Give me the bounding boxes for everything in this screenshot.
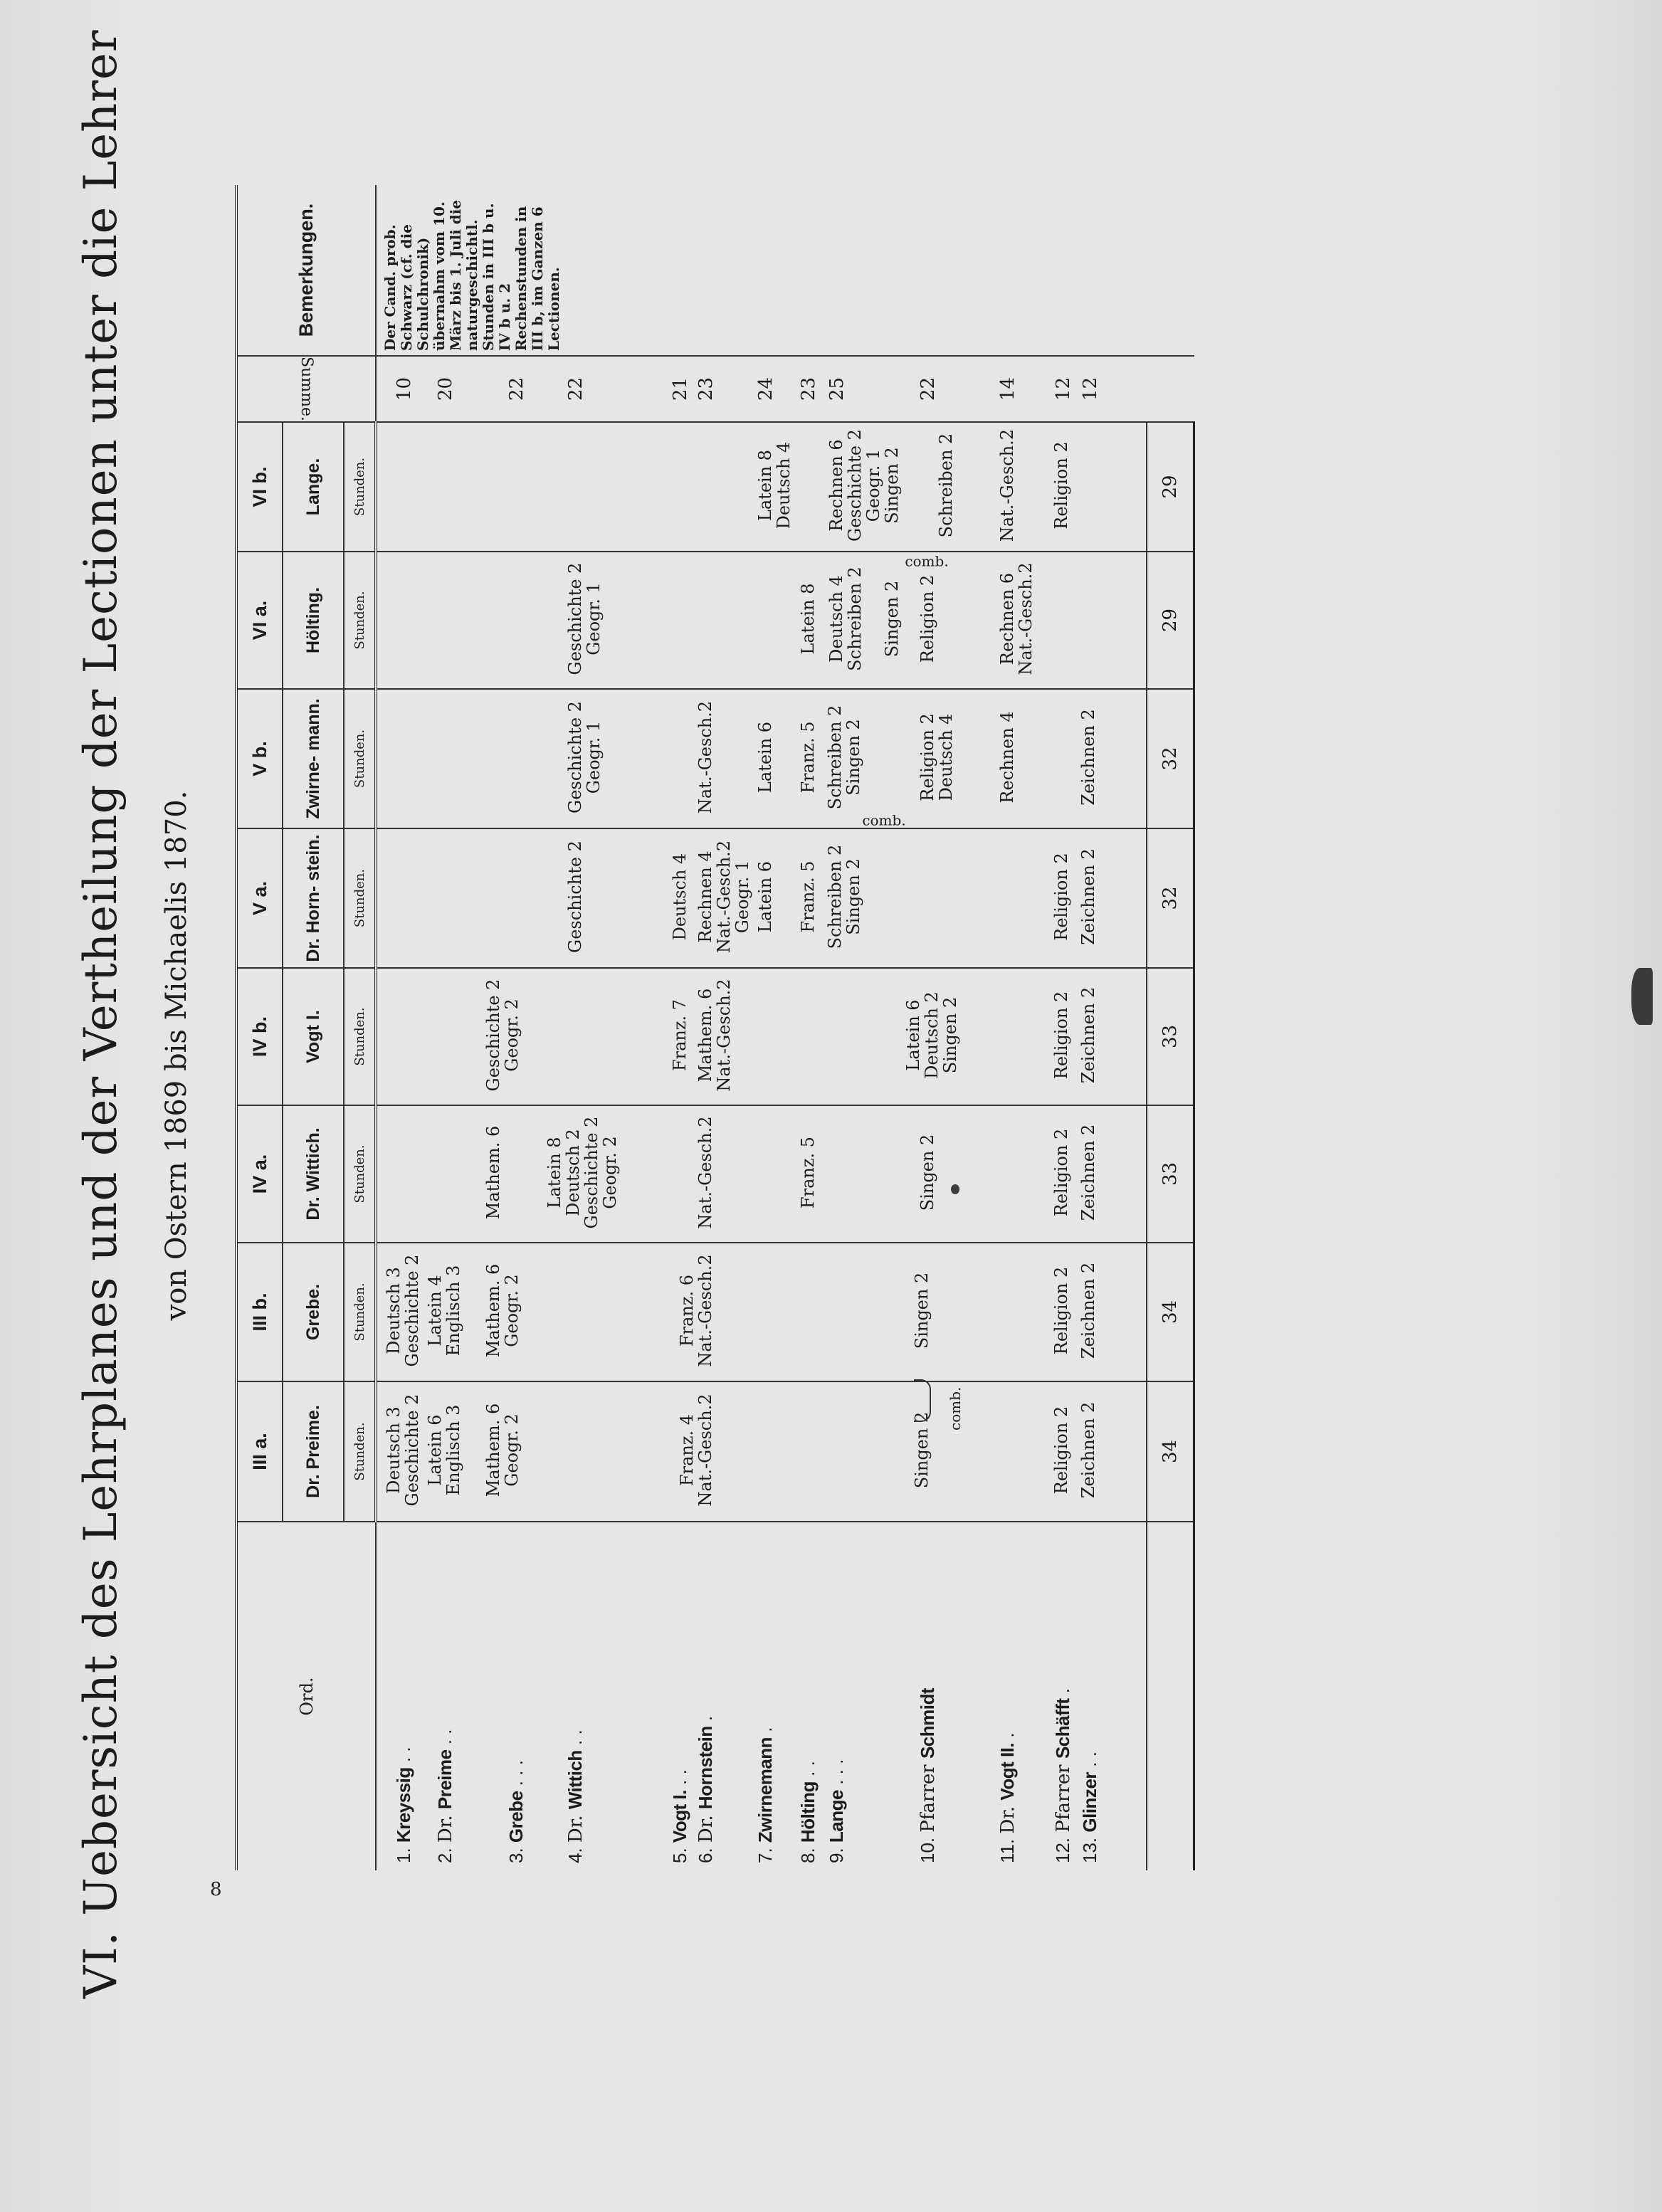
lesson-entry: Franz. 7	[670, 999, 690, 1072]
lesson-entry: Schreiben 2	[825, 705, 845, 810]
lesson-entry: Zeichnen 2	[1078, 1262, 1098, 1359]
lesson-entry: Nat.-Gesch.2	[1016, 562, 1036, 675]
teacher-name: Schmidt	[917, 1687, 938, 1759]
teacher-prefix: Dr.	[435, 1809, 456, 1843]
lesson-entry: Geogr. 1	[732, 860, 752, 934]
lesson-entry: Geogr. 2	[502, 999, 522, 1072]
class-sum: 29	[1147, 552, 1194, 689]
teacher-num: 2.	[434, 1848, 456, 1863]
teacher-sum: 24	[755, 376, 777, 401]
lesson-entry: Latein 4	[425, 1275, 445, 1347]
teacher-name: Zwirnemann	[754, 1737, 776, 1843]
sum-row-blank	[1147, 356, 1194, 422]
lesson-entry: Franz. 5	[798, 1136, 818, 1209]
teacher-name: Vogt I.	[669, 1790, 690, 1843]
teacher-row	[565, 1527, 586, 1863]
comb-label: comb.	[862, 811, 906, 829]
lesson-entry: Latein 6	[755, 721, 775, 794]
lesson-entry: Schreiben 2	[845, 567, 865, 671]
lesson-entry: Latein 8	[798, 583, 818, 655]
lesson-entry: Latein 8	[755, 449, 775, 522]
teacher-column	[376, 1522, 1147, 1870]
teacher-name: Hornstein	[695, 1726, 716, 1810]
class-header: III b.	[236, 1243, 283, 1381]
teacher-num: 7.	[754, 1848, 776, 1863]
class-teacher: Dr. Preime.	[283, 1381, 344, 1522]
lesson-distribution-table	[235, 185, 1195, 1870]
teacher-row	[917, 1527, 938, 1863]
lesson-entry: Schreiben 2	[936, 433, 956, 538]
lesson-entry: Deutsch 3	[384, 1406, 404, 1494]
lesson-entry: Geschichte 2	[582, 1116, 601, 1229]
lesson-entry: Zeichnen 2	[1078, 709, 1098, 806]
lesson-entry: Latein 8	[545, 1137, 564, 1208]
teacher-dots: . . .	[505, 1760, 527, 1791]
teacher-dots: . .	[564, 1729, 586, 1751]
teacher-name: Schäfft	[1052, 1698, 1073, 1759]
lesson-entry: Geschichte 2	[845, 429, 865, 542]
teacher-sum: 23	[798, 376, 819, 401]
teacher-num: 3.	[505, 1848, 527, 1863]
page-number: 8	[210, 1879, 222, 1900]
stunden-label: Stunden.	[344, 968, 376, 1105]
lesson-entry: Deutsch 3	[384, 1267, 404, 1354]
lesson-entry: Nat.-Gesch.2	[695, 700, 715, 814]
lesson-entry: Englisch 3	[443, 1265, 463, 1357]
teacher-num: 12.	[1052, 1837, 1073, 1863]
teacher-dots: .	[754, 1727, 776, 1737]
teacher-name: Lange	[826, 1790, 847, 1843]
teacher-row	[1053, 1527, 1073, 1863]
page-title: VI. Uebersicht des Lehrplanes und der Vertheilung der Lectionen unter die Lehrer	[75, 29, 127, 1998]
teacher-name: Hölting	[797, 1781, 819, 1843]
lesson-entry: Franz. 5	[798, 721, 818, 794]
lesson-entry: Geogr. 2	[502, 1274, 522, 1347]
teacher-sum: 21	[670, 376, 691, 401]
bemerkungen-text: Der Cand. prob. Schwarz (cf. die Schulchronik) übernahm vom 10. März bis 1. Juli die naturgeschichtl. Stunden in III b u. IV b u. 2 Rechenstunden in III b, im Ganzen 6 Lectionen.	[382, 199, 562, 352]
page-subtitle: von Ostern 1869 bis Michaelis 1870.	[160, 790, 193, 1321]
teacher-dots: .	[1052, 1687, 1073, 1699]
teacher-prefix: Dr.	[997, 1800, 1019, 1834]
teacher-num: 5.	[669, 1848, 690, 1863]
class-sum: 32	[1147, 828, 1194, 968]
class-header: III a.	[236, 1381, 283, 1522]
lesson-entry: Rechnen 6	[826, 439, 846, 532]
sum-row-label	[1147, 1522, 1194, 1870]
lesson-entry: Geschichte 2	[483, 979, 503, 1092]
stunden-label: Stunden.	[344, 1105, 376, 1243]
class-header: V a.	[236, 828, 283, 968]
lesson-entry: Singen 2	[912, 1272, 932, 1349]
stunden-label: Stunden.	[344, 689, 376, 828]
lesson-entry: Religion 2	[1051, 441, 1071, 530]
edge-tear-mark	[1631, 968, 1653, 1025]
class-teacher: Dr. Wittich.	[283, 1105, 344, 1243]
teacher-prefix: Pfarrer	[917, 1759, 939, 1833]
lesson-entry: Singen 2	[917, 1134, 937, 1211]
lesson-entry: Englisch 3	[443, 1404, 463, 1496]
lesson-entry: Geschichte 2	[402, 1254, 422, 1367]
teacher-dots: . .	[434, 1729, 456, 1750]
lesson-entry: Nat.-Gesch.2	[714, 979, 734, 1092]
lesson-entry: Franz. 5	[798, 860, 818, 933]
lesson-entry: Zeichnen 2	[1078, 1401, 1098, 1499]
class-header: V b.	[236, 689, 283, 828]
class-column-VIb	[376, 422, 1147, 552]
lesson-entry: Mathem. 6	[695, 988, 715, 1083]
lesson-entry: Geschichte 2	[565, 562, 585, 675]
lesson-entry: Latein 6	[755, 860, 775, 933]
class-column-IVa	[376, 1105, 1147, 1243]
teacher-num: 4.	[564, 1848, 586, 1863]
class-header: VI b.	[236, 422, 283, 552]
summe-header	[236, 356, 376, 422]
lesson-entry: Latein 6	[425, 1414, 445, 1486]
teacher-name: Vogt II.	[996, 1742, 1018, 1801]
lesson-entry: Singen 2	[912, 1411, 932, 1489]
teacher-sum: 23	[695, 376, 717, 401]
teacher-row	[1080, 1527, 1100, 1863]
teacher-row	[798, 1527, 819, 1863]
teacher-dots: . .	[393, 1747, 414, 1768]
teacher-row	[755, 1527, 776, 1863]
teacher-sum: 22	[506, 376, 527, 401]
teacher-num: 9.	[826, 1848, 847, 1863]
lesson-entry: Nat.-Gesch.2	[695, 1254, 715, 1367]
teacher-num: 8.	[797, 1848, 819, 1863]
lesson-entry: Deutsch 4	[670, 853, 690, 941]
class-column-IVb	[376, 968, 1147, 1105]
class-sums-row	[1147, 185, 1194, 1870]
class-teacher: Zwirne- mann.	[283, 689, 344, 828]
teacher-row	[695, 1527, 716, 1863]
lesson-entry: Religion 2	[917, 574, 937, 663]
class-sum: 34	[1147, 1243, 1194, 1381]
lesson-entry: Religion 2	[1051, 1128, 1071, 1217]
stunden-label: Stunden.	[344, 552, 376, 689]
lesson-entry: Geogr. 1	[863, 448, 883, 522]
teacher-name: Preime	[434, 1749, 456, 1810]
class-teacher: Grebe.	[283, 1243, 344, 1381]
class-teacher: Lange.	[283, 422, 344, 552]
teacher-dots: .	[695, 1715, 716, 1727]
class-column-Va	[376, 828, 1147, 968]
teacher-name: Grebe	[505, 1791, 527, 1843]
lesson-entry: Deutsch 2	[922, 991, 942, 1079]
lesson-entry: Geschichte 2	[565, 701, 585, 813]
teacher-prefix: Pfarrer	[1053, 1759, 1074, 1833]
lesson-entry: Religion 2	[1051, 1266, 1071, 1355]
teacher-sum: 22	[917, 376, 939, 401]
lesson-entry: Franz. 4	[677, 1413, 697, 1487]
table-body-row	[376, 185, 1147, 1870]
teacher-sum: 12	[1080, 376, 1101, 401]
teacher-prefix: Dr.	[565, 1809, 587, 1843]
lesson-entry: Zeichnen 2	[1078, 1124, 1098, 1221]
sum-row-blank	[1147, 185, 1194, 356]
bemerkungen-header: Bemerkungen.	[236, 185, 376, 356]
stunden-label: Stunden.	[344, 422, 376, 552]
teacher-sum: 10	[394, 376, 415, 401]
class-teacher: Vogt I.	[283, 968, 344, 1105]
lesson-entry: Singen 2	[843, 858, 863, 935]
lesson-entry: Religion 2	[1051, 853, 1071, 941]
lesson-entry: Rechnen 4	[695, 850, 715, 943]
teacher-row	[506, 1527, 527, 1863]
teacher-dots: . .	[669, 1769, 690, 1791]
lesson-entry: Singen 2	[882, 447, 902, 524]
teacher-num: 13.	[1079, 1837, 1100, 1863]
teacher-row	[997, 1527, 1018, 1863]
lesson-entry: Nat.-Gesch.2	[714, 840, 734, 954]
teacher-dots: .	[996, 1732, 1018, 1743]
lesson-entry: Mathem. 6	[483, 1403, 503, 1497]
comb-brace	[914, 1379, 931, 1422]
lesson-entry: Mathem. 6	[483, 1263, 503, 1358]
lesson-entry: Religion 2	[1051, 991, 1071, 1080]
teacher-name: Kreyssig	[393, 1767, 414, 1843]
lesson-entry: Singen 2	[843, 719, 863, 796]
teacher-num: 11.	[996, 1838, 1018, 1863]
comb-label: comb.	[905, 552, 949, 570]
class-teacher: Hölting.	[283, 552, 344, 689]
class-sum: 29	[1147, 422, 1194, 552]
teacher-num: 10.	[917, 1837, 938, 1863]
teacher-name: Wittich	[564, 1750, 586, 1810]
class-sum: 34	[1147, 1381, 1194, 1522]
teacher-row	[826, 1527, 847, 1863]
class-header: IV b.	[236, 968, 283, 1105]
class-sum: 33	[1147, 1105, 1194, 1243]
lesson-entry: Geogr. 1	[584, 720, 604, 794]
lesson-entry: Deutsch 2	[563, 1129, 583, 1216]
class-header: VI a.	[236, 552, 283, 689]
comb-label: comb.	[947, 1386, 964, 1431]
teacher-sum: 12	[1053, 376, 1074, 401]
lesson-entry: Singen 2	[940, 996, 960, 1074]
teacher-row	[394, 1527, 414, 1863]
lesson-entry: Zeichnen 2	[1078, 986, 1098, 1084]
lesson-entry: Nat.-Gesch.2	[695, 1116, 715, 1229]
lesson-entry: Singen 2	[882, 580, 902, 658]
teacher-num: 1.	[393, 1848, 414, 1863]
lesson-entry: Rechnen 6	[997, 572, 1017, 665]
ink-dot	[951, 1184, 959, 1194]
bemerkungen-column	[376, 185, 1147, 356]
lesson-entry: Schreiben 2	[825, 844, 845, 949]
lesson-entry: Nat.-Gesch.2	[695, 1394, 715, 1507]
class-column-VIa	[376, 552, 1147, 689]
lesson-entry: Deutsch 4	[936, 713, 956, 801]
lesson-entry: Rechnen 4	[997, 711, 1017, 804]
summe-label: Summe.	[298, 357, 315, 421]
class-sum: 32	[1147, 689, 1194, 828]
lesson-entry: Geogr. 2	[502, 1413, 522, 1487]
ord-header: Ord.	[236, 1522, 376, 1870]
lesson-entry: Latein 6	[903, 999, 923, 1071]
class-header: IV a.	[236, 1105, 283, 1243]
teacher-sum: 25	[826, 376, 848, 401]
lesson-entry: Franz. 6	[677, 1274, 697, 1347]
lesson-entry: Deutsch 4	[774, 441, 794, 530]
class-column-Vb	[376, 689, 1147, 828]
lesson-entry: Nat.-Gesch.2	[997, 428, 1017, 542]
class-column-IIIa	[376, 1381, 1147, 1522]
teacher-sum: 14	[997, 376, 1019, 401]
lesson-entry: Geogr. 2	[600, 1136, 620, 1209]
teacher-num: 6.	[695, 1848, 716, 1863]
teacher-dots: . . .	[826, 1759, 847, 1790]
lesson-entry: Deutsch 4	[826, 575, 846, 663]
lesson-entry: Geschichte 2	[402, 1394, 422, 1507]
stunden-label: Stunden.	[344, 1243, 376, 1381]
summe-column	[376, 356, 1147, 422]
class-column-IIIb	[376, 1243, 1147, 1431]
lesson-entry: Religion 2	[1051, 1406, 1071, 1495]
teacher-sum: 22	[565, 376, 587, 401]
teacher-row	[435, 1527, 456, 1863]
class-sum: 33	[1147, 968, 1194, 1105]
header-row-classes	[236, 185, 283, 1870]
lesson-entry: Geschichte 2	[565, 841, 585, 953]
teacher-row	[670, 1527, 690, 1863]
lesson-entry: Religion 2	[917, 713, 937, 801]
stunden-label: Stunden.	[344, 1381, 376, 1522]
teacher-dots: . .	[797, 1761, 819, 1782]
teacher-dots: . .	[1079, 1752, 1100, 1772]
stunden-label: Stunden.	[344, 828, 376, 968]
lesson-entry: Zeichnen 2	[1078, 848, 1098, 945]
teacher-sum: 20	[435, 376, 456, 401]
lesson-entry: Mathem. 6	[483, 1125, 503, 1220]
teacher-name: Glinzer	[1079, 1771, 1100, 1833]
class-teacher: Dr. Horn- stein.	[283, 828, 344, 968]
lesson-entry: Geogr. 1	[584, 582, 604, 655]
teacher-prefix: Dr.	[695, 1809, 717, 1843]
